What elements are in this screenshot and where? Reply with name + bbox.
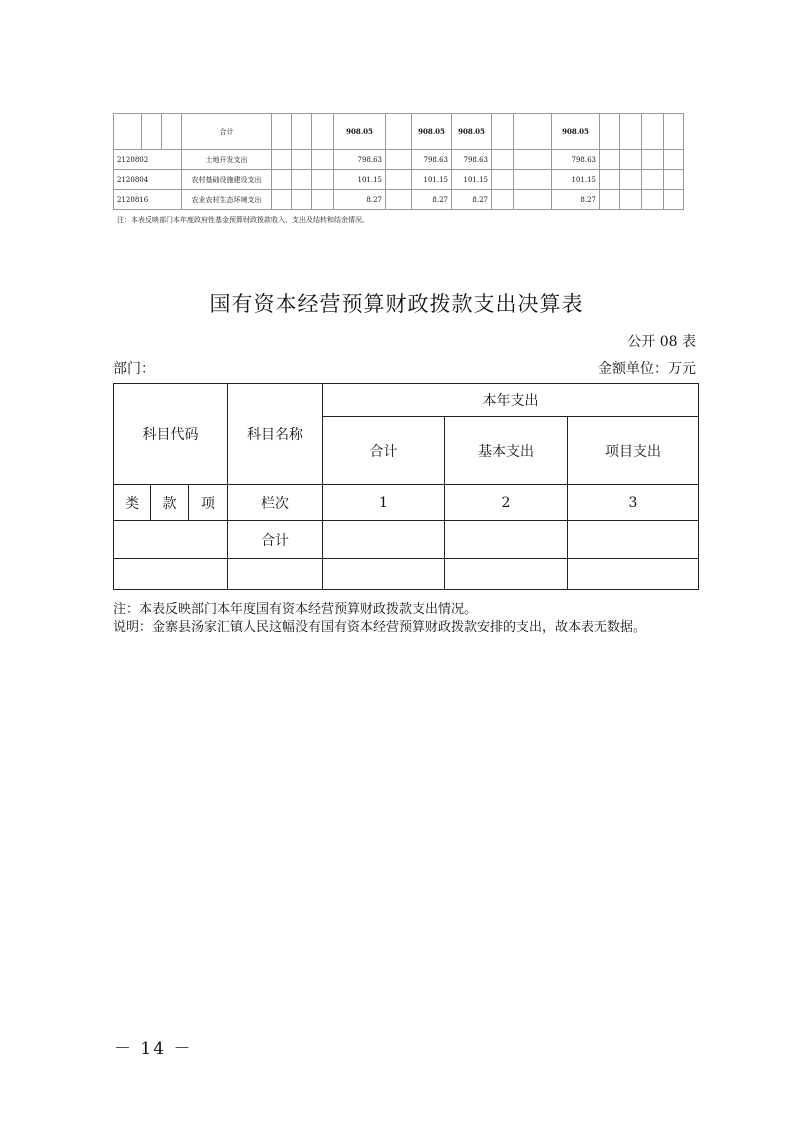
index-xiang: 项 (189, 485, 228, 521)
total-label: 合计 (228, 521, 323, 559)
header-basic-expenditure: 基本支出 (445, 417, 568, 485)
explanation-line: 说明：金寨县汤家汇镇人民这幅没有国有资本经营预算财政拨款安排的支出，故本表无数据。 (113, 620, 647, 635)
header-current-year-expenditure: 本年支出 (323, 384, 699, 417)
page-title: 国有资本经营预算财政拨款支出决算表 (209, 292, 584, 316)
row-value: 8.27 (552, 190, 600, 210)
state-capital-expenditure-table (113, 383, 699, 590)
row-name: 土地开发支出 (182, 150, 272, 170)
header-name: 科目名称 (228, 384, 323, 485)
continued-fund-table (113, 113, 684, 210)
table-row (114, 114, 684, 150)
header-total: 合计 (323, 417, 445, 485)
row-value: 8.27 (334, 190, 386, 210)
continued-table-note: 注：本表反映部门本年度政府性基金预算财政拨款收入、支出及结转和结余情况。 (117, 216, 369, 224)
page-number: － 14 － (114, 1039, 193, 1059)
row-value: 908.05 (334, 114, 386, 150)
header-code: 科目代码 (114, 384, 228, 485)
index-lei: 类 (114, 485, 151, 521)
row-value: 798.63 (452, 150, 492, 170)
index-row (114, 485, 699, 521)
row-value: 101.15 (334, 170, 386, 190)
row-name: 农村基础设施建设支出 (182, 170, 272, 190)
row-value: 908.05 (412, 114, 452, 150)
row-code: 2120816 (114, 190, 182, 210)
header-project-expenditure: 项目支出 (568, 417, 699, 485)
amount-unit-label: 金额单位：万元 (598, 361, 696, 377)
index-col-2: 2 (445, 485, 568, 521)
row-value: 908.05 (452, 114, 492, 150)
row-value: 8.27 (452, 190, 492, 210)
row-value: 101.15 (412, 170, 452, 190)
table-row (114, 559, 699, 590)
total-row (114, 521, 699, 559)
index-label: 栏次 (228, 485, 323, 521)
index-col-3: 3 (568, 485, 699, 521)
note-line: 注：本表反映部门本年度国有资本经营预算财政拨款支出情况。 (113, 602, 478, 617)
row-name: 合计 (182, 114, 272, 150)
row-value: 798.63 (552, 150, 600, 170)
row-value: 101.15 (452, 170, 492, 190)
row-code: 2120804 (114, 170, 182, 190)
table-row (114, 150, 684, 170)
row-value: 798.63 (334, 150, 386, 170)
department-label: 部门： (113, 361, 155, 377)
index-kuan: 款 (151, 485, 189, 521)
row-value: 101.15 (552, 170, 600, 190)
row-value: 798.63 (412, 150, 452, 170)
row-code: 2120802 (114, 150, 182, 170)
row-value: 908.05 (552, 114, 600, 150)
table-row (114, 170, 684, 190)
index-col-1: 1 (323, 485, 445, 521)
row-name: 农业农村生态环境支出 (182, 190, 272, 210)
form-number: 公开 08 表 (627, 334, 696, 350)
table-row (114, 190, 684, 210)
row-value: 8.27 (412, 190, 452, 210)
header-row (114, 384, 699, 417)
